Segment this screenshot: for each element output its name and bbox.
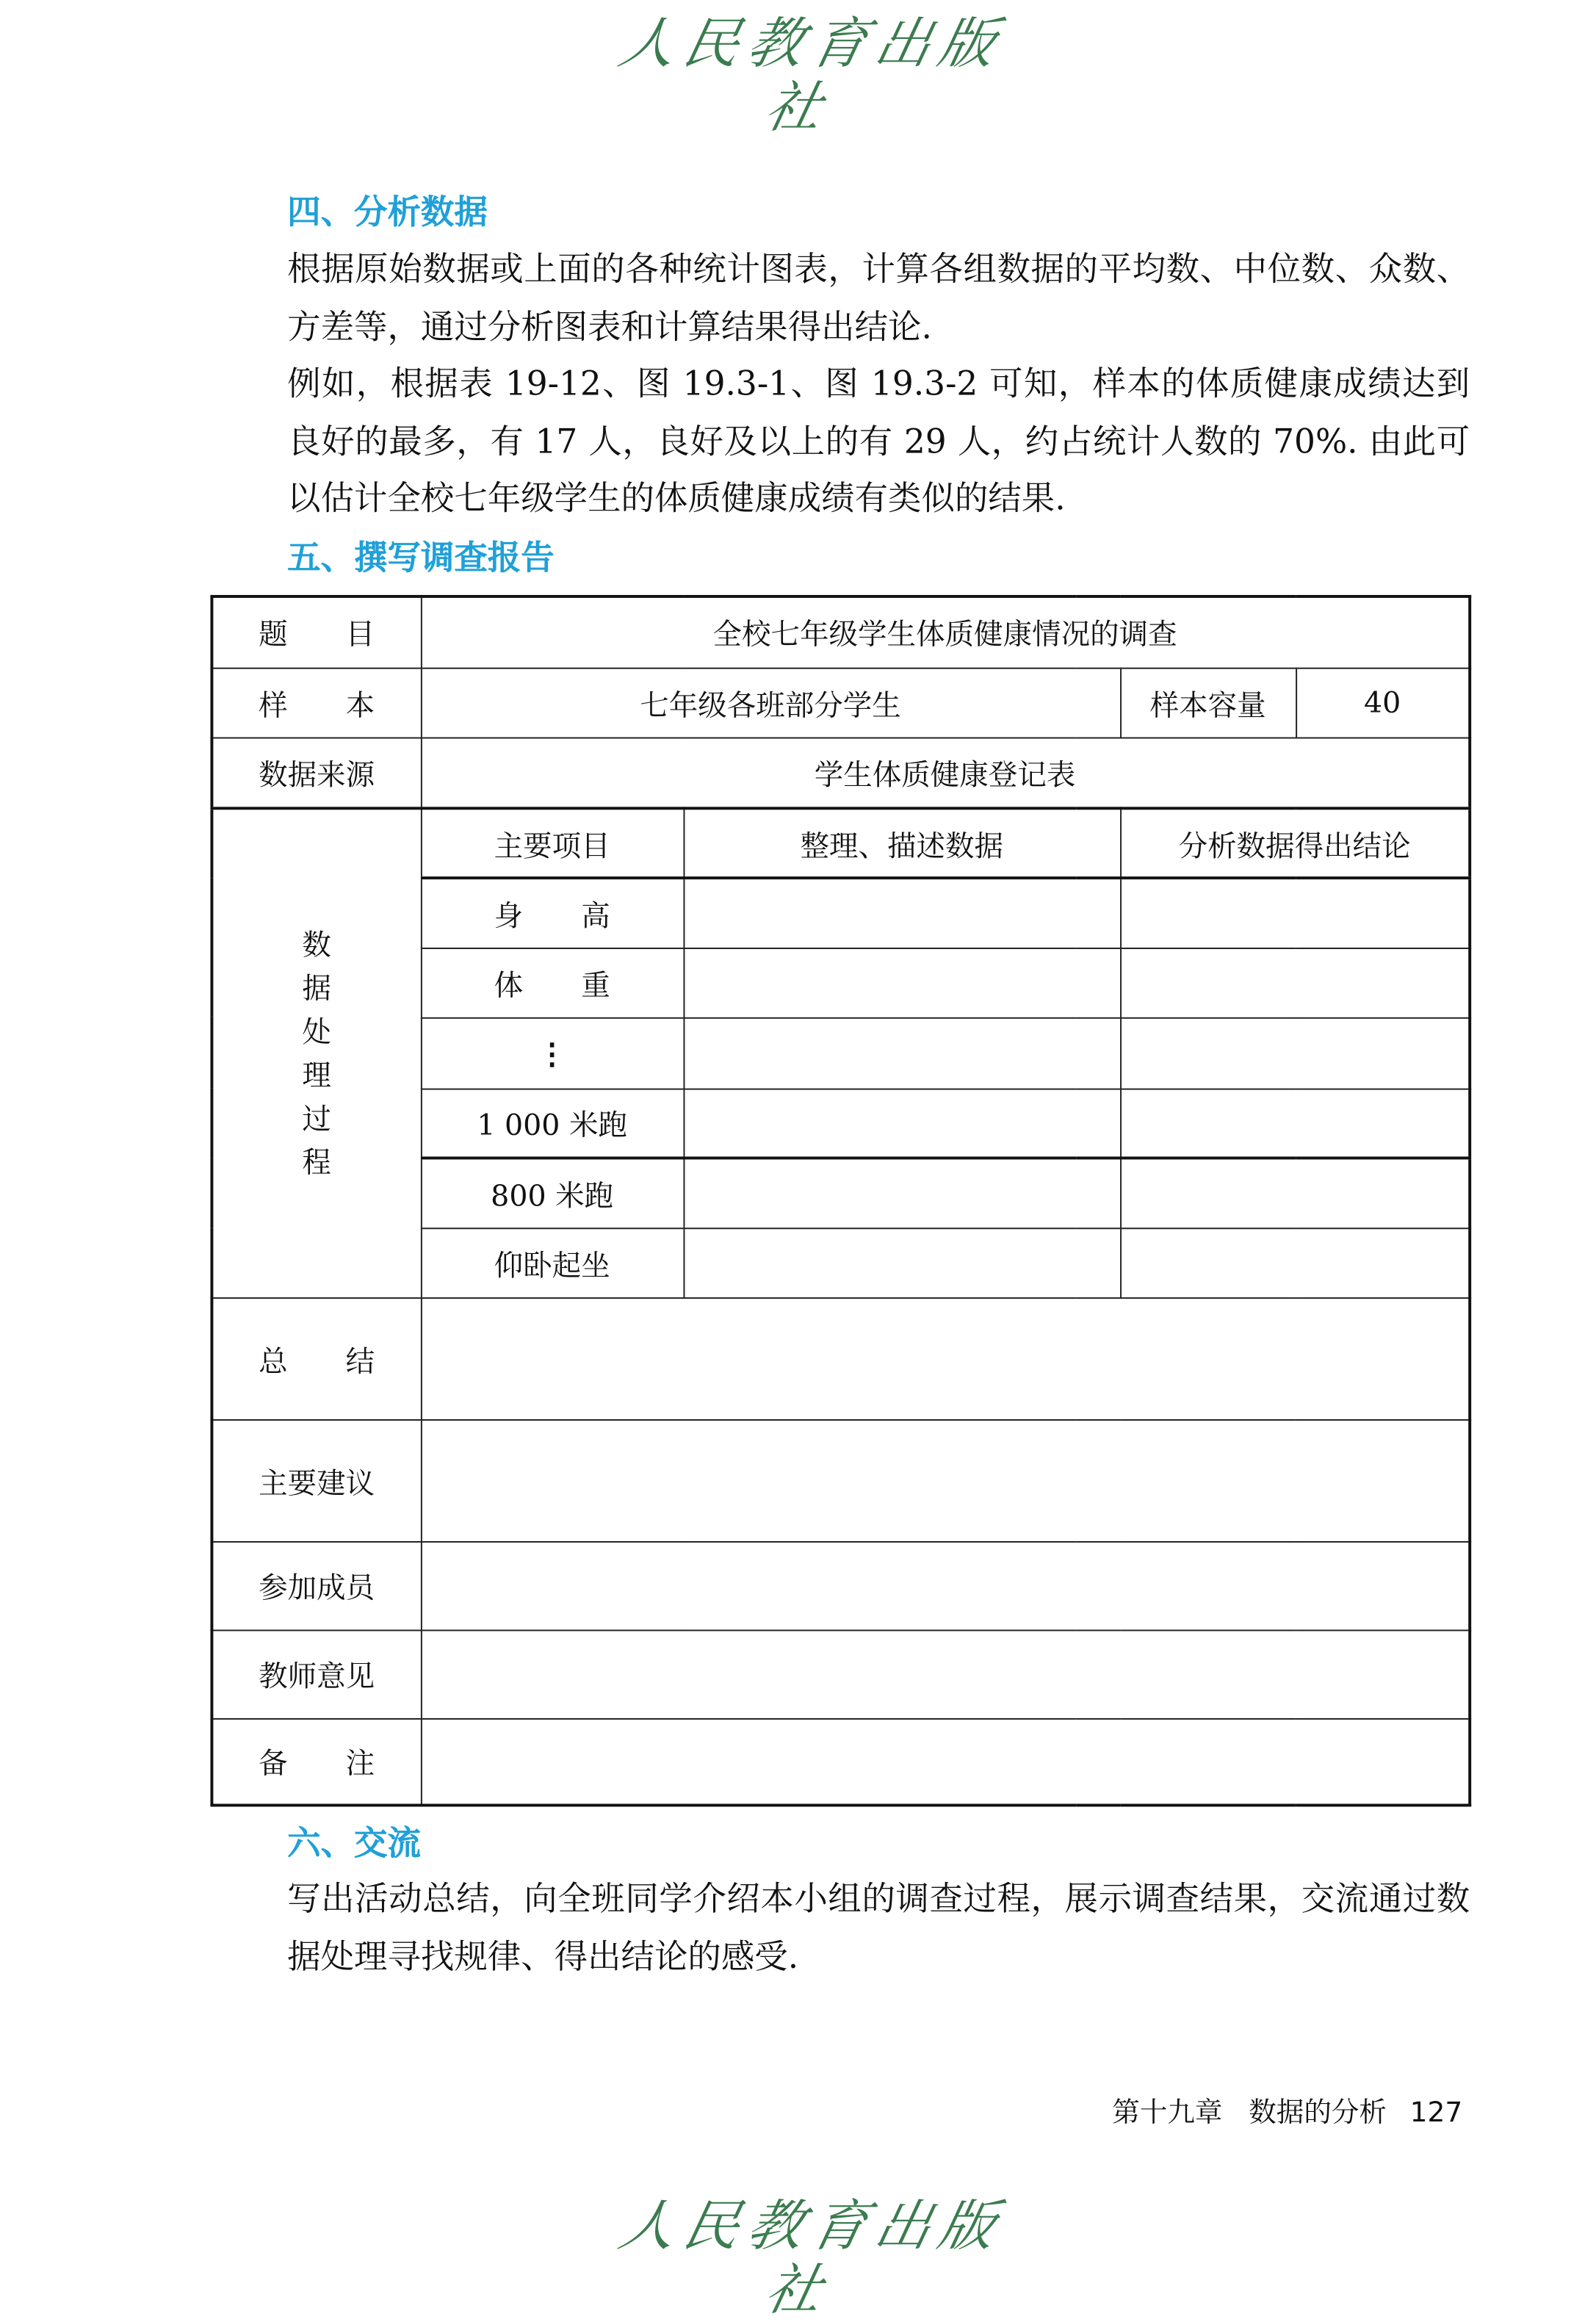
chapter-title: 数据的分析	[1249, 2096, 1387, 2130]
chapter-label: 第十九章	[1112, 2096, 1223, 2130]
paragraph-text: 写出活动总结，向全班同学介绍本小组的调查过程，展示调查结果，交流通过数据处理寻找规律、得出结论的感受.	[287, 1881, 1470, 1976]
conclusion-cell[interactable]	[1120, 1017, 1470, 1089]
sample-label: 样 本	[212, 668, 420, 738]
topic-value: 全校七年级学生体质健康情况的调查	[421, 596, 1470, 668]
process-header: 主要项目	[421, 808, 684, 878]
process-header: 整理、描述数据	[683, 808, 1120, 878]
section-heading-exchange: 六、交流	[287, 1825, 421, 1864]
conclusion-cell[interactable]	[1120, 1227, 1470, 1297]
conclusion-cell[interactable]	[1120, 878, 1470, 948]
section-heading-analyze: 四、分析数据	[287, 194, 488, 233]
process-item: 800 米跑	[421, 1158, 684, 1227]
paragraph-text: 根据原始数据或上面的各种统计图表，计算各组数据的平均数、中位数、众数、方差等，通过分析图表和计算结果得出结论.	[287, 250, 1470, 347]
page-footer	[1112, 2091, 1462, 2130]
page-number: 127	[1409, 2096, 1463, 2130]
process-label: 数 据 处 理 过 程	[212, 808, 420, 1297]
process-item: 仰卧起坐	[421, 1227, 684, 1297]
source-label: 数据来源	[212, 738, 420, 809]
members-cell[interactable]	[421, 1541, 1470, 1630]
section-heading-report: 五、撰写调查报告	[287, 539, 555, 578]
members-label: 参加成员	[212, 1541, 420, 1630]
describe-cell[interactable]	[683, 1158, 1120, 1227]
publisher-logo: 人民教育出版社	[613, 11, 1011, 140]
source-value: 学生体质健康登记表	[421, 738, 1470, 809]
summary-label: 总 结	[212, 1297, 420, 1419]
describe-cell[interactable]	[683, 948, 1120, 1017]
summary-cell[interactable]	[421, 1297, 1470, 1419]
paragraph-text: 例如，根据表 19-12、图 19.3-1、图 19.3-2 可知，样本的体质健康成绩达到良好的最多，有 17 人，良好及以上的有 29 人，约占统计人数的 70%. 由此可以估计全校七年级学生的体质健康成绩有类似的结果.	[287, 365, 1470, 519]
sample-size-label: 样本容量	[1120, 668, 1296, 738]
publisher-logo-bottom: 人民教育出版社	[613, 2193, 1011, 2322]
describe-cell[interactable]	[683, 1227, 1120, 1297]
process-header: 分析数据得出结论	[1120, 808, 1470, 878]
process-item: 1 000 米跑	[421, 1089, 684, 1158]
survey-report-table	[210, 595, 1471, 1807]
conclusion-cell[interactable]	[1120, 1089, 1470, 1158]
notes-label: 备 注	[212, 1718, 420, 1806]
describe-cell[interactable]	[683, 1017, 1120, 1089]
process-item: ⋮	[421, 1017, 684, 1089]
teacher-cell[interactable]	[421, 1629, 1470, 1718]
describe-cell[interactable]	[683, 1089, 1120, 1158]
topic-label: 题 目	[212, 596, 420, 668]
suggestion-cell[interactable]	[421, 1419, 1470, 1541]
process-item: 体 重	[421, 948, 684, 1017]
sample-size-value: 40	[1296, 668, 1470, 738]
paragraph-example	[213, 357, 1470, 529]
paragraph-analyze-method	[213, 242, 1470, 357]
sample-value: 七年级各班部分学生	[421, 668, 1120, 738]
conclusion-cell[interactable]	[1120, 1158, 1470, 1227]
process-item: 身 高	[421, 878, 684, 948]
describe-cell[interactable]	[683, 878, 1120, 948]
suggestion-label: 主要建议	[212, 1419, 420, 1541]
notes-cell[interactable]	[421, 1718, 1470, 1806]
paragraph-exchange	[213, 1872, 1470, 1986]
teacher-label: 教师意见	[212, 1629, 420, 1718]
conclusion-cell[interactable]	[1120, 948, 1470, 1017]
